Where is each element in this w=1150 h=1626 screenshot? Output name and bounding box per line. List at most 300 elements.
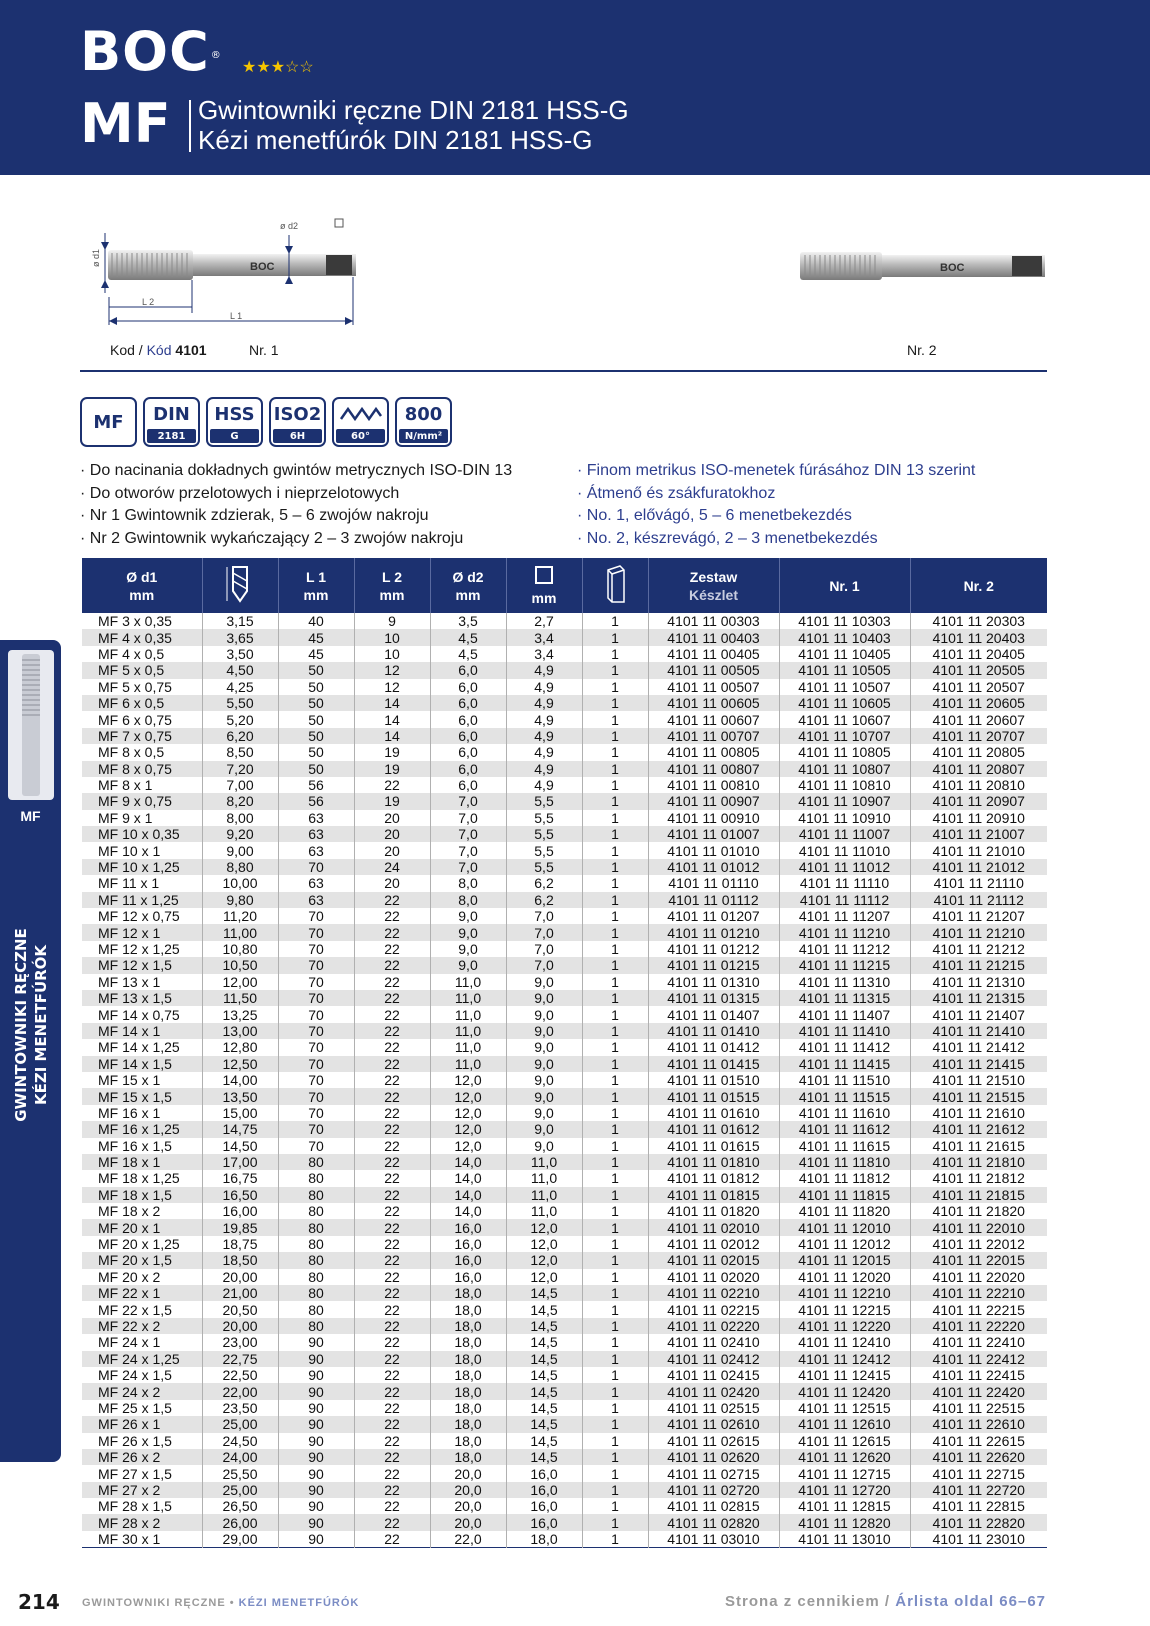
table-cell: 4101 11 10910 <box>779 810 910 826</box>
table-row <box>82 1072 1047 1088</box>
table-cell: 4101 11 00505 <box>648 662 779 678</box>
table-row <box>82 1351 1047 1367</box>
table-cell: 90 <box>278 1498 354 1514</box>
table-cell: MF 26 x 1,5 <box>82 1433 202 1449</box>
table-cell: 4101 11 00810 <box>648 777 779 793</box>
table-cell: 4101 11 11820 <box>779 1203 910 1219</box>
col-pack <box>582 558 648 613</box>
table-cell: 21,00 <box>202 1285 278 1301</box>
table-cell: MF 12 x 1 <box>82 924 202 940</box>
table-cell: 4101 11 11415 <box>779 1056 910 1072</box>
table-cell: 6,0 <box>430 744 506 760</box>
table-cell: 16,75 <box>202 1170 278 1186</box>
table-cell: 4101 11 22720 <box>910 1482 1047 1498</box>
table-cell: 1 <box>582 1072 648 1088</box>
table-cell: 14,5 <box>506 1367 582 1383</box>
table-cell: MF 10 x 1 <box>82 842 202 858</box>
table-cell: 1 <box>582 1531 648 1548</box>
table-cell: 9,20 <box>202 826 278 842</box>
table-cell: 4,9 <box>506 761 582 777</box>
table-row <box>82 711 1047 727</box>
table-cell: 4101 11 20707 <box>910 728 1047 744</box>
table-cell: MF 24 x 2 <box>82 1383 202 1399</box>
table-cell: 14,5 <box>506 1285 582 1301</box>
table-cell: 14,0 <box>430 1187 506 1203</box>
table-cell: 9,0 <box>506 1056 582 1072</box>
table-cell: 70 <box>278 974 354 990</box>
table-row <box>82 1514 1047 1530</box>
table-cell: 4101 11 10303 <box>779 613 910 629</box>
table-cell: 11,0 <box>430 990 506 1006</box>
table-cell: 20 <box>354 875 430 891</box>
table-cell: 4101 11 12210 <box>779 1285 910 1301</box>
table-row <box>82 695 1047 711</box>
table-row <box>82 1416 1047 1432</box>
table-cell: 70 <box>278 1121 354 1137</box>
table-cell: MF 16 x 1,25 <box>82 1121 202 1137</box>
table-row <box>82 859 1047 875</box>
table-cell: 4101 11 22215 <box>910 1301 1047 1317</box>
table-cell: 24,50 <box>202 1433 278 1449</box>
table-cell: 1 <box>582 1334 648 1350</box>
section-divider <box>80 370 1047 372</box>
table-body <box>82 613 1047 1547</box>
table-cell: 40 <box>278 613 354 629</box>
table-cell: 22 <box>354 1498 430 1514</box>
table-cell: MF 7 x 0,75 <box>82 728 202 744</box>
table-cell: 6,2 <box>506 875 582 891</box>
table-cell: 4101 11 12020 <box>779 1269 910 1285</box>
table-cell: 4,25 <box>202 679 278 695</box>
table-cell: 4101 11 12415 <box>779 1367 910 1383</box>
table-cell: 22 <box>354 1187 430 1203</box>
table-cell: 16,0 <box>430 1236 506 1252</box>
table-row <box>82 941 1047 957</box>
table-cell: 90 <box>278 1482 354 1498</box>
table-cell: 4101 11 11515 <box>779 1088 910 1104</box>
table-cell: 4101 11 11610 <box>779 1105 910 1121</box>
table-cell: 1 <box>582 826 648 842</box>
table-cell: 4101 11 22015 <box>910 1252 1047 1268</box>
col-L2: L 2 mm <box>354 558 430 613</box>
table-cell: 12 <box>354 662 430 678</box>
table-cell: 4101 11 00403 <box>648 629 779 645</box>
table-cell: 63 <box>278 810 354 826</box>
table-cell: 4,9 <box>506 679 582 695</box>
table-cell: 1 <box>582 1285 648 1301</box>
table-cell: 4101 11 20805 <box>910 744 1047 760</box>
table-cell: 4101 11 20907 <box>910 793 1047 809</box>
section-side-tab: MF <box>0 640 61 1462</box>
table-cell: 1 <box>582 1367 648 1383</box>
table-cell: 14,00 <box>202 1072 278 1088</box>
package-icon <box>602 562 628 606</box>
table-row <box>82 1023 1047 1039</box>
table-cell: 1 <box>582 1400 648 1416</box>
table-cell: 4101 11 21820 <box>910 1203 1047 1219</box>
table-cell: 7,0 <box>430 826 506 842</box>
table-cell: 22 <box>354 1006 430 1022</box>
square-drive-icon <box>534 565 554 585</box>
table-cell: 5,5 <box>506 810 582 826</box>
table-cell: 18,0 <box>506 1531 582 1548</box>
table-cell: 16,0 <box>430 1219 506 1235</box>
table-cell: 80 <box>278 1187 354 1203</box>
table-cell: 22 <box>354 1334 430 1350</box>
table-cell: 4101 11 21615 <box>910 1138 1047 1154</box>
table-cell: 20,0 <box>430 1465 506 1481</box>
table-cell: 90 <box>278 1531 354 1548</box>
table-row <box>82 1482 1047 1498</box>
table-cell: 4101 11 12720 <box>779 1482 910 1498</box>
table-cell: 14,5 <box>506 1400 582 1416</box>
table-cell: 4101 11 12715 <box>779 1465 910 1481</box>
table-cell: 4101 11 01410 <box>648 1023 779 1039</box>
table-cell: 14,0 <box>430 1203 506 1219</box>
table-cell: 4101 11 20507 <box>910 679 1047 695</box>
table-cell: 5,5 <box>506 826 582 842</box>
table-cell: 22 <box>354 1154 430 1170</box>
table-cell: 8,20 <box>202 793 278 809</box>
table-cell: 4101 11 21112 <box>910 892 1047 908</box>
table-cell: MF 27 x 2 <box>82 1482 202 1498</box>
table-cell: 4101 11 11510 <box>779 1072 910 1088</box>
table-cell: 6,20 <box>202 728 278 744</box>
table-cell: 9,00 <box>202 842 278 858</box>
product-code-label: Kod / Kód 4101 <box>110 342 207 358</box>
table-cell: 1 <box>582 810 648 826</box>
table-cell: 14,5 <box>506 1416 582 1432</box>
table-cell: 4101 11 22412 <box>910 1351 1047 1367</box>
table-cell: 4101 11 11112 <box>779 892 910 908</box>
table-cell: 1 <box>582 974 648 990</box>
table-cell: 4101 11 10807 <box>779 761 910 777</box>
tap-nr1-label: Nr. 1 <box>249 342 279 358</box>
table-cell: 9,0 <box>506 1072 582 1088</box>
table-cell: 50 <box>278 728 354 744</box>
table-cell: 4101 11 21815 <box>910 1187 1047 1203</box>
table-cell: 1 <box>582 1023 648 1039</box>
table-cell: 1 <box>582 695 648 711</box>
table-cell: 22 <box>354 1285 430 1301</box>
table-cell: 5,5 <box>506 842 582 858</box>
table-cell: 12,0 <box>506 1219 582 1235</box>
table-row <box>82 990 1047 1006</box>
table-cell: 45 <box>278 646 354 662</box>
page-number: 214 <box>18 1590 60 1614</box>
table-cell: 70 <box>278 1056 354 1072</box>
drill-diameter-icon <box>220 563 260 605</box>
table-cell: 70 <box>278 1006 354 1022</box>
table-cell: 4101 11 11310 <box>779 974 910 990</box>
table-row <box>82 1154 1047 1170</box>
table-cell: 16,0 <box>430 1252 506 1268</box>
table-cell: 4101 11 12215 <box>779 1301 910 1317</box>
table-cell: 45 <box>278 629 354 645</box>
table-cell: 19 <box>354 744 430 760</box>
table-cell: MF 20 x 2 <box>82 1269 202 1285</box>
table-cell: 4101 11 01810 <box>648 1154 779 1170</box>
table-cell: MF 11 x 1 <box>82 875 202 891</box>
table-cell: 4101 11 12610 <box>779 1416 910 1432</box>
table-cell: 3,5 <box>430 613 506 629</box>
table-row <box>82 1433 1047 1449</box>
table-cell: 4101 11 22210 <box>910 1285 1047 1301</box>
table-cell: 4101 11 11207 <box>779 908 910 924</box>
table-cell: 70 <box>278 1088 354 1104</box>
table-cell: 12,0 <box>506 1252 582 1268</box>
table-cell: 4101 11 21210 <box>910 924 1047 940</box>
col-nr1: Nr. 1 <box>779 558 910 613</box>
table-cell: 22 <box>354 1170 430 1186</box>
table-cell: 4101 11 20405 <box>910 646 1047 662</box>
table-cell: 22 <box>354 1318 430 1334</box>
table-cell: 22 <box>354 1416 430 1432</box>
table-cell: MF 20 x 1,5 <box>82 1252 202 1268</box>
table-cell: 1 <box>582 908 648 924</box>
table-cell: 80 <box>278 1203 354 1219</box>
table-cell: 4101 11 02020 <box>648 1269 779 1285</box>
table-row <box>82 646 1047 662</box>
table-cell: 20,00 <box>202 1269 278 1285</box>
table-cell: 22 <box>354 1056 430 1072</box>
thread-profile-icon <box>334 399 387 429</box>
table-cell: 3,15 <box>202 613 278 629</box>
tap-nr2-drawing <box>800 252 1045 280</box>
table-cell: 19 <box>354 761 430 777</box>
table-cell: 4101 11 12010 <box>779 1219 910 1235</box>
table-cell: 22,75 <box>202 1351 278 1367</box>
table-cell: 4101 11 22420 <box>910 1383 1047 1399</box>
table-cell: 16,0 <box>506 1482 582 1498</box>
badge-iso2: ISO2 6H <box>269 397 326 447</box>
table-cell: 4101 11 22815 <box>910 1498 1047 1514</box>
table-cell: 6,0 <box>430 777 506 793</box>
table-row <box>82 744 1047 760</box>
table-cell: MF 16 x 1 <box>82 1105 202 1121</box>
table-cell: 4101 11 21207 <box>910 908 1047 924</box>
table-cell: 4101 11 21810 <box>910 1154 1047 1170</box>
table-cell: 1 <box>582 1138 648 1154</box>
table-cell: 4101 11 12015 <box>779 1252 910 1268</box>
table-cell: 7,00 <box>202 777 278 793</box>
table-cell: 18,0 <box>430 1449 506 1465</box>
table-cell: 80 <box>278 1269 354 1285</box>
table-cell: 11,0 <box>430 974 506 990</box>
table-cell: 20 <box>354 810 430 826</box>
table-cell: MF 12 x 1,5 <box>82 957 202 973</box>
table-cell: 4101 11 01612 <box>648 1121 779 1137</box>
table-cell: 22 <box>354 957 430 973</box>
table-cell: 4101 11 01510 <box>648 1072 779 1088</box>
table-cell: MF 16 x 1,5 <box>82 1138 202 1154</box>
table-cell: MF 10 x 0,35 <box>82 826 202 842</box>
col-set: Zestaw Készlet <box>648 558 779 613</box>
table-cell: 4101 11 11210 <box>779 924 910 940</box>
series-code: MF <box>80 92 171 155</box>
table-cell: 22 <box>354 1383 430 1399</box>
table-cell: 4101 11 12820 <box>779 1514 910 1530</box>
product-table <box>82 558 1047 1548</box>
table-cell: 50 <box>278 695 354 711</box>
svg-text:L 1: L 1 <box>230 311 243 321</box>
table-cell: 25,00 <box>202 1482 278 1498</box>
table-cell: 8,0 <box>430 892 506 908</box>
table-cell: 4101 11 02515 <box>648 1400 779 1416</box>
table-row <box>82 1170 1047 1186</box>
table-cell: 4101 11 12012 <box>779 1236 910 1252</box>
table-cell: 26,50 <box>202 1498 278 1514</box>
table-cell: 4101 11 22620 <box>910 1449 1047 1465</box>
table-cell: MF 27 x 1,5 <box>82 1465 202 1481</box>
title-polish: Gwintowniki ręczne DIN 2181 HSS-G <box>198 95 629 125</box>
table-cell: 20,00 <box>202 1318 278 1334</box>
table-cell: MF 18 x 1,5 <box>82 1187 202 1203</box>
table-cell: 1 <box>582 892 648 908</box>
page-header <box>0 0 1150 175</box>
table-cell: 1 <box>582 662 648 678</box>
table-cell: 4101 11 22615 <box>910 1433 1047 1449</box>
table-cell: 4101 11 10403 <box>779 629 910 645</box>
table-cell: 4101 11 00607 <box>648 711 779 727</box>
table-cell: 4,9 <box>506 662 582 678</box>
table-cell: MF 20 x 1 <box>82 1219 202 1235</box>
table-cell: MF 13 x 1,5 <box>82 990 202 1006</box>
description-polish: · Do nacinania dokładnych gwintów metrycznych ISO-DIN 13 · Do otworów przelotowych i nieprzelotowych · Nr 1 Gwintownik zdzierak, 5 – 6 zwojów nakroju · Nr 2 Gwintownik wykańczający 2 – 3 zwojów nakroju <box>80 462 513 547</box>
table-cell: 80 <box>278 1170 354 1186</box>
table-cell: 90 <box>278 1449 354 1465</box>
table-row <box>82 924 1047 940</box>
table-cell: 4101 11 22610 <box>910 1416 1047 1432</box>
table-cell: 19,85 <box>202 1219 278 1235</box>
table-cell: 4101 11 20607 <box>910 711 1047 727</box>
svg-text:ø d1: ø d1 <box>91 248 101 267</box>
table-row <box>82 1367 1047 1383</box>
table-cell: 18,0 <box>430 1334 506 1350</box>
table-cell: 9,0 <box>430 941 506 957</box>
table-cell: MF 30 x 1 <box>82 1531 202 1548</box>
table-cell: 25,00 <box>202 1416 278 1432</box>
table-cell: 4101 11 01820 <box>648 1203 779 1219</box>
tool-drawing <box>80 215 1050 360</box>
table-cell: 4101 11 11612 <box>779 1121 910 1137</box>
table-cell: 4101 11 02420 <box>648 1383 779 1399</box>
table-cell: 4101 11 10810 <box>779 777 910 793</box>
table-cell: 9,0 <box>506 1023 582 1039</box>
table-cell: 4101 11 20303 <box>910 613 1047 629</box>
table-cell: 4101 11 21415 <box>910 1056 1047 1072</box>
table-cell: 22 <box>354 941 430 957</box>
table-cell: 1 <box>582 859 648 875</box>
table-row <box>82 629 1047 645</box>
table-cell: 12,0 <box>506 1269 582 1285</box>
table-cell: 19 <box>354 793 430 809</box>
table-cell: 14,5 <box>506 1301 582 1317</box>
table-cell: 22,50 <box>202 1367 278 1383</box>
table-cell: 22 <box>354 1039 430 1055</box>
table-cell: 70 <box>278 1039 354 1055</box>
table-cell: 56 <box>278 777 354 793</box>
table-cell: 4101 11 01610 <box>648 1105 779 1121</box>
table-cell: 11,0 <box>506 1170 582 1186</box>
footer-section-label: GWINTOWNIKI RĘCZNE • KÉZI MENETFÚRÓK <box>82 1597 360 1609</box>
table-cell: 18,0 <box>430 1285 506 1301</box>
table-cell: 4101 11 10507 <box>779 679 910 695</box>
table-row <box>82 1056 1047 1072</box>
table-cell: 22 <box>354 1252 430 1268</box>
table-cell: 1 <box>582 1416 648 1432</box>
table-cell: MF 12 x 1,25 <box>82 941 202 957</box>
table-cell: 7,0 <box>430 793 506 809</box>
table-cell: 22 <box>354 1088 430 1104</box>
table-cell: MF 5 x 0,75 <box>82 679 202 695</box>
table-cell: 4101 11 11812 <box>779 1170 910 1186</box>
table-cell: 1 <box>582 1383 648 1399</box>
table-cell: 22 <box>354 1482 430 1498</box>
table-cell: 4101 11 02820 <box>648 1514 779 1530</box>
table-cell: 4101 11 02015 <box>648 1252 779 1268</box>
table-cell: 4101 11 11110 <box>779 875 910 891</box>
table-cell: 70 <box>278 924 354 940</box>
table-cell: 4101 11 20910 <box>910 810 1047 826</box>
table-cell: 4101 11 01407 <box>648 1006 779 1022</box>
table-cell: 63 <box>278 892 354 908</box>
table-cell: 4101 11 00907 <box>648 793 779 809</box>
table-row <box>82 1006 1047 1022</box>
table-cell: 22 <box>354 1072 430 1088</box>
table-cell: 70 <box>278 941 354 957</box>
table-cell: 16,0 <box>506 1465 582 1481</box>
table-cell: 50 <box>278 662 354 678</box>
col-L1: L 1 mm <box>278 558 354 613</box>
table-cell: 4101 11 01110 <box>648 875 779 891</box>
table-cell: 90 <box>278 1433 354 1449</box>
table-cell: 14 <box>354 711 430 727</box>
table-cell: 11,20 <box>202 908 278 924</box>
title-separator <box>189 100 191 152</box>
table-cell: 14 <box>354 728 430 744</box>
table-cell: 1 <box>582 679 648 695</box>
table-cell: 90 <box>278 1334 354 1350</box>
table-cell: 1 <box>582 1219 648 1235</box>
table-cell: 70 <box>278 990 354 1006</box>
table-row <box>82 679 1047 695</box>
table-cell: 1 <box>582 1006 648 1022</box>
table-cell: 5,5 <box>506 859 582 875</box>
table-cell: MF 8 x 0,75 <box>82 761 202 777</box>
table-cell: 80 <box>278 1154 354 1170</box>
table-cell: 4101 11 02010 <box>648 1219 779 1235</box>
table-cell: MF 8 x 1 <box>82 777 202 793</box>
table-cell: 4,50 <box>202 662 278 678</box>
table-row <box>82 1383 1047 1399</box>
svg-text:L 2: L 2 <box>142 297 155 307</box>
table-cell: 4101 11 01310 <box>648 974 779 990</box>
table-cell: 4101 11 02610 <box>648 1416 779 1432</box>
table-cell: 9,0 <box>430 908 506 924</box>
table-cell: 5,5 <box>506 793 582 809</box>
table-cell: 70 <box>278 859 354 875</box>
table-cell: 4101 11 10805 <box>779 744 910 760</box>
table-cell: 4101 11 21007 <box>910 826 1047 842</box>
table-cell: 4101 11 22515 <box>910 1400 1047 1416</box>
table-cell: 4101 11 02410 <box>648 1334 779 1350</box>
table-row <box>82 1121 1047 1137</box>
table-cell: MF 14 x 0,75 <box>82 1006 202 1022</box>
table-cell: 4,9 <box>506 777 582 793</box>
table-cell: 4101 11 01812 <box>648 1170 779 1186</box>
table-cell: 4101 11 01007 <box>648 826 779 842</box>
